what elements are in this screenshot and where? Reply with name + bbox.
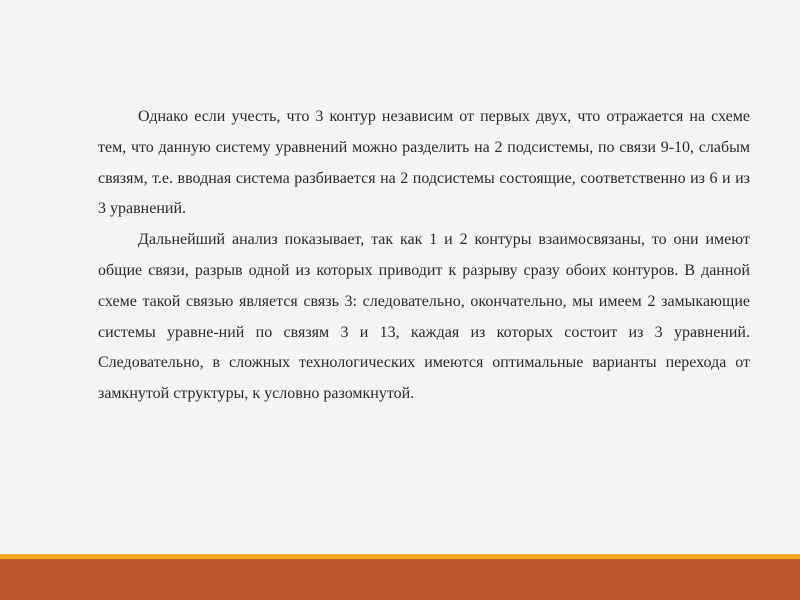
paragraph-1: Однако если учесть, что 3 контур независим от первых двух, что отражается на схеме тем, что данную систему уравнений можно разделить на 2 подсистемы, по связи 9-10, слабым связям, т.е. вводная система разбивается на 2 подсистемы состоящие, соответственно из 6 и из 3 уравнений. [98,108,750,218]
footer-bar [0,559,800,600]
paragraph-2: Дальнейший анализ показывает, так как 1 и 2 контуры взаимосвязаны, то они имеют общие связи, разрыв одной из которых приводит к разрыву сразу обоих контуров. В данной схеме такой связью является связь 3: следовательно, окончательно, мы имеем 2 замыкающие системы уравне-ний по связям 3 и 13, каждая из которых состоит из 3 уравнений. Следовательно, в сложных технологических имеются оптимальные варианты перехода от замкнутой структуры, к условно разомкнутой. [98,231,750,403]
slide-text-block [98,102,750,410]
